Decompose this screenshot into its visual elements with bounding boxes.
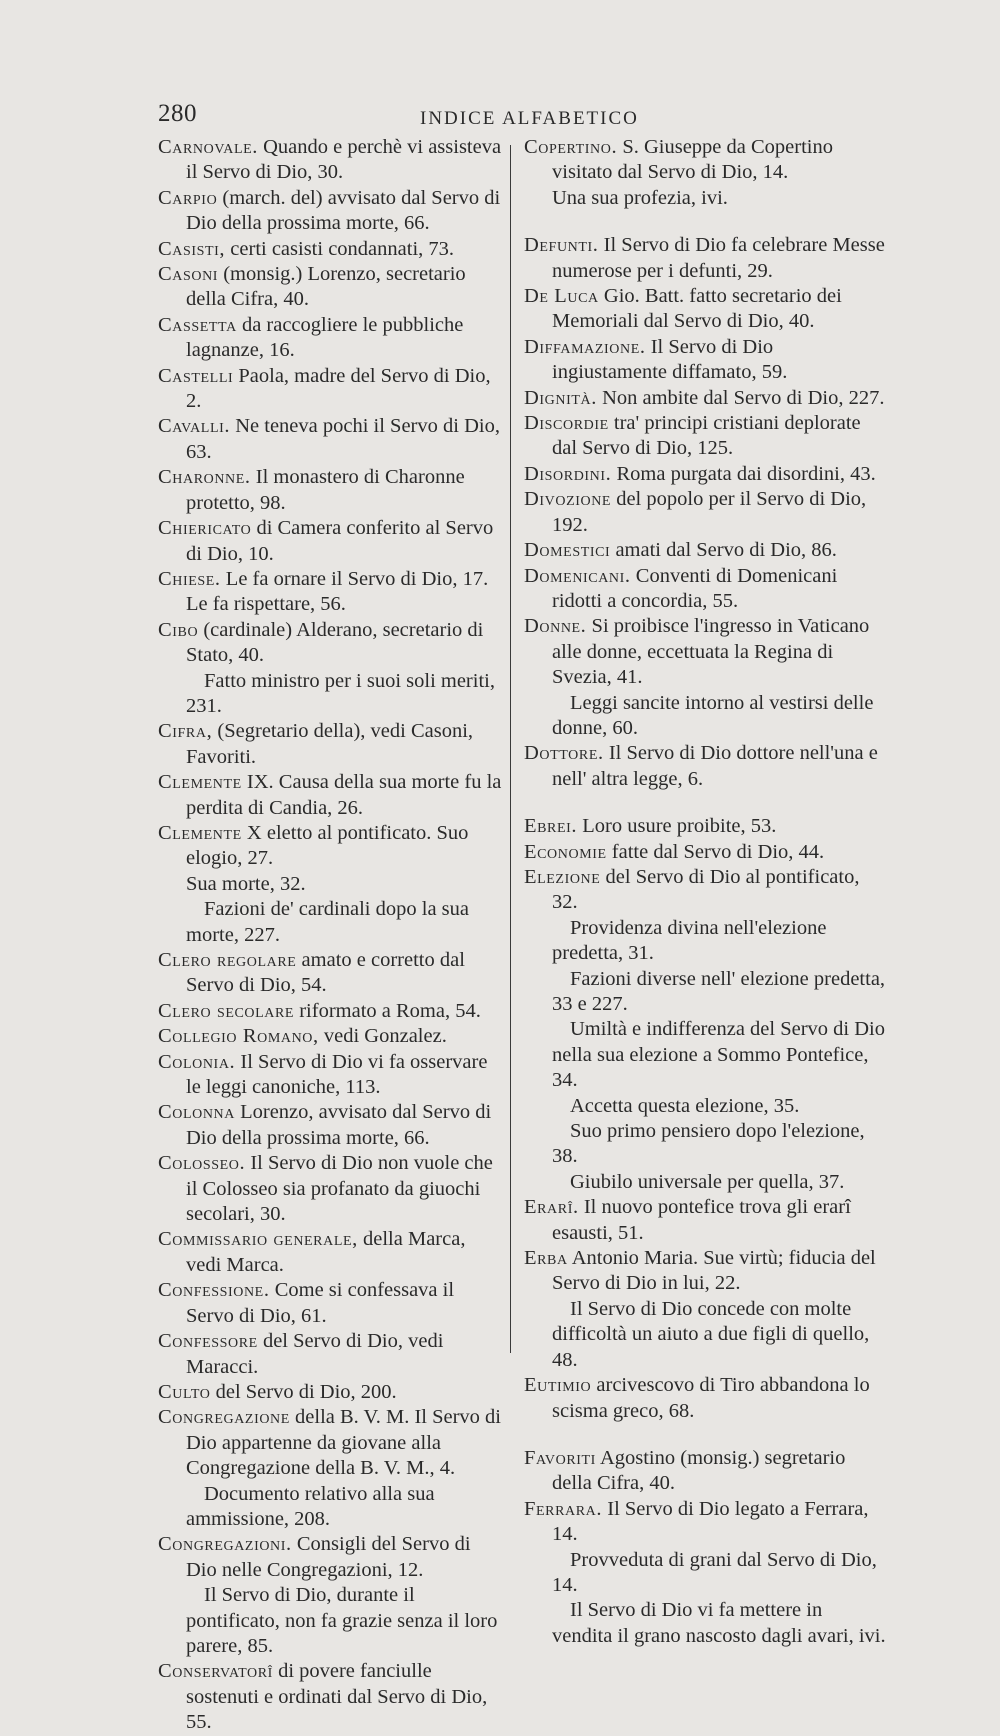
entry-headword: Disordini. xyxy=(524,462,612,485)
index-entry xyxy=(158,948,503,999)
entry-text: tra' principi cristiani deplorate dal Servo di Dio, 125. xyxy=(552,412,861,460)
index-entry xyxy=(158,1227,503,1278)
entry-text: (cardinale) Alderano, secretario di Stato, 40. xyxy=(186,618,484,667)
entry-headword: Erba xyxy=(524,1247,568,1270)
index-subentry xyxy=(524,1119,886,1170)
index-entry xyxy=(158,1024,503,1049)
entry-headword: Copertino. xyxy=(524,136,618,158)
index-entry xyxy=(524,1195,886,1246)
entry-text: del popolo per il Servo di Dio, 192. xyxy=(552,488,867,536)
entry-headword: De Luca xyxy=(524,285,599,308)
entry-text: Ne teneva pochi il Servo di Dio, 63. xyxy=(186,415,500,463)
entry-text: Si proibisce l'ingresso in Vaticano alle donne, eccettuata la Regina di Svezia, 41. xyxy=(552,615,870,689)
index-entry xyxy=(158,1405,503,1481)
entry-headword: Ferrara. xyxy=(524,1497,603,1520)
entry-text: Il Servo di Dio dottore nell'una e nell' altra legge, 6. xyxy=(552,742,878,790)
entry-text: riformato a Roma, 54. xyxy=(299,999,481,1022)
entry-headword: Conservatorî xyxy=(158,1660,273,1683)
entry-headword: Cibo xyxy=(158,618,199,641)
entry-headword: Dignità. xyxy=(524,386,597,409)
entry-headword: Colonna xyxy=(158,1101,235,1124)
entry-headword: Charonne. xyxy=(158,466,251,489)
entry-text: del Servo di Dio, 200. xyxy=(215,1380,397,1403)
index-entry xyxy=(158,821,503,872)
index-entry xyxy=(158,313,503,364)
index-subentry xyxy=(524,967,886,1018)
entry-text: amato e corretto dal Servo di Dio, 54. xyxy=(186,949,465,997)
entry-headword: Domestici xyxy=(524,539,611,562)
entry-headword: Confessione. xyxy=(158,1279,270,1302)
index-entry xyxy=(158,1659,503,1735)
page-number: 280 xyxy=(158,100,197,127)
entry-text: certi casisti condannati, 73. xyxy=(230,237,455,260)
index-entry xyxy=(158,1329,503,1380)
entry-text: X eletto al pontificato. Suo elogio, 27. xyxy=(186,821,469,870)
entry-headword: Domenicani. xyxy=(524,564,631,587)
index-entry xyxy=(158,1380,503,1405)
entry-text: Roma purgata dai disordini, 43. xyxy=(616,462,876,485)
entry-text: Il Servo di Dio ingiustamente diffamato, 59. xyxy=(552,335,788,384)
entry-text: (march. del) avvisato dal Servo di Dio della prossima morte, 66. xyxy=(186,186,501,235)
entry-headword: Ebrei. xyxy=(524,815,578,838)
entry-text: Accetta questa elezione, 35. xyxy=(570,1094,800,1117)
entry-headword: Confessore xyxy=(158,1330,258,1353)
index-entry xyxy=(524,1373,886,1424)
index-column-left xyxy=(158,135,503,1736)
entry-text: Il Servo di Dio fa celebrare Messe numerose per i defunti, 29. xyxy=(552,234,885,282)
entry-headword: Cifra, xyxy=(158,720,213,743)
entry-headword: Defunti. xyxy=(524,234,599,257)
index-entry xyxy=(158,465,503,516)
index-entry xyxy=(158,1532,503,1583)
index-entry xyxy=(524,814,886,839)
index-subentry xyxy=(524,916,886,967)
entry-headword: Colonia. xyxy=(158,1050,236,1073)
index-entry xyxy=(158,618,503,669)
entry-text: Gio. Batt. fatto secretario dei Memoriali dal Servo di Dio, 40. xyxy=(552,285,842,333)
entry-text: Il nuovo pontefice trova gli erarî esausti, 51. xyxy=(552,1196,851,1244)
index-entry xyxy=(524,614,886,690)
entry-text: Umiltà e indifferenza del Servo di Dio nella sua elezione a Sommo Pontefice, 34. xyxy=(552,1018,885,1092)
entry-headword: Clemente xyxy=(158,821,242,844)
entry-text: Suo primo pensiero dopo l'elezione, 38. xyxy=(552,1120,865,1168)
entry-text: Fatto ministro per i suoi soli meriti, 231. xyxy=(186,669,495,717)
entry-text: Documento relativo alla sua ammissione, 208. xyxy=(186,1482,435,1530)
entry-text: del Servo di Dio, vedi Maracci. xyxy=(186,1330,444,1378)
entry-headword: Eutimio xyxy=(524,1374,592,1397)
entry-text: Giubilo universale per quella, 37. xyxy=(570,1170,845,1193)
index-entry xyxy=(524,462,886,487)
entry-headword: Clero secolare xyxy=(158,999,295,1022)
index-column-right xyxy=(524,135,886,1649)
entry-headword: Dottore. xyxy=(524,742,604,765)
index-entry xyxy=(158,237,503,262)
index-entry xyxy=(524,741,886,792)
entry-headword: Carnovale. xyxy=(158,136,258,158)
index-subentry xyxy=(158,897,503,948)
entry-text: (Segretario della), vedi Casoni, Favoriti. xyxy=(186,720,474,768)
entry-text: Paola, madre del Servo di Dio, 2. xyxy=(186,364,491,413)
index-subentry xyxy=(524,1297,886,1373)
index-subentry xyxy=(158,1583,503,1659)
index-entry xyxy=(158,1278,503,1329)
entry-headword: Economie xyxy=(524,840,607,863)
entry-text: Provveduta di grani dal Servo di Dio, 14. xyxy=(552,1548,877,1596)
entry-text: da raccogliere le pubbliche lagnanze, 16. xyxy=(186,313,464,362)
entry-text: Fazioni de' cardinali dopo la sua morte, 227. xyxy=(186,898,469,946)
entry-text: Sua morte, 32. xyxy=(186,872,306,895)
entry-text: Antonio Maria. Sue virtù; fiducia del Servo di Dio in lui, 22. xyxy=(552,1247,876,1295)
index-entry xyxy=(524,335,886,386)
entry-text: Il Servo di Dio, durante il pontificato, non fa grazie senza il loro parere, 85. xyxy=(186,1584,498,1657)
index-entry xyxy=(158,567,503,592)
entry-text: Una sua profezia, ivi. xyxy=(552,186,728,209)
index-subentry xyxy=(158,872,503,897)
entry-headword: Diffamazione. xyxy=(524,335,646,358)
entry-text: Leggi sancite intorno al vestirsi delle donne, 60. xyxy=(552,691,874,739)
index-entry xyxy=(158,1151,503,1227)
entry-headword: Culto xyxy=(158,1380,211,1403)
entry-text: Lorenzo, avvisato dal Servo di Dio della prossima morte, 66. xyxy=(186,1101,492,1149)
entry-headword: Elezione xyxy=(524,865,601,888)
index-entry xyxy=(158,516,503,567)
entry-text: di povere fanciulle sostenuti e ordinati dal Servo di Dio, 55. xyxy=(186,1660,488,1734)
index-entry xyxy=(158,414,503,465)
entry-text: IX. Causa della sua morte fu la perdita di Candia, 26. xyxy=(186,771,502,819)
index-entry xyxy=(524,538,886,563)
entry-text: Il Servo di Dio non vuole che il Colosseo sia profanato da giuochi secolari, 30. xyxy=(186,1152,493,1226)
entry-text: Come si confessava il Servo di Dio, 61. xyxy=(186,1279,455,1327)
entry-text: Il Servo di Dio vi fa mettere in vendita il grano nascosto dagli avari, ivi. xyxy=(552,1599,886,1647)
index-subentry xyxy=(158,669,503,720)
index-entry xyxy=(158,186,503,237)
entry-headword: Chiericato xyxy=(158,517,252,540)
entry-headword: Erarî. xyxy=(524,1196,579,1219)
index-entry xyxy=(158,364,503,415)
entry-text: Consigli del Servo di Dio nelle Congregazioni, 12. xyxy=(186,1533,471,1581)
index-entry xyxy=(524,1446,886,1497)
index-entry xyxy=(524,233,886,284)
entry-headword: Discordie xyxy=(524,412,609,435)
entry-text: Il Servo di Dio concede con molte difficoltà un aiuto a due figli di quello, 48. xyxy=(552,1297,870,1371)
index-entry xyxy=(524,865,886,916)
index-entry xyxy=(158,770,503,821)
entry-headword: Clero regolare xyxy=(158,949,297,971)
column-divider xyxy=(510,145,511,1353)
entry-text: Non ambite dal Servo di Dio, 227. xyxy=(602,386,885,409)
entry-text: Il monastero di Charonne protetto, 98. xyxy=(186,466,465,514)
section-gap xyxy=(524,1424,886,1446)
entry-headword: Castelli xyxy=(158,364,234,387)
index-subentry xyxy=(524,1017,886,1093)
entry-text: Loro usure proibite, 53. xyxy=(582,815,777,838)
entry-headword: Cassetta xyxy=(158,313,237,336)
entry-text: Fazioni diverse nell' elezione predetta, 33 e 227. xyxy=(552,967,886,1015)
index-subentry xyxy=(524,1548,886,1599)
section-gap xyxy=(524,792,886,814)
index-subentry xyxy=(524,186,886,211)
entry-text: del Servo di Dio al pontificato, 32. xyxy=(552,865,860,914)
index-entry xyxy=(524,487,886,538)
index-entry xyxy=(158,1100,503,1151)
entry-text: Le fa ornare il Servo di Dio, 17. xyxy=(225,567,489,590)
index-entry xyxy=(524,135,886,186)
index-entry xyxy=(158,135,503,186)
entry-headword: Congregazioni. xyxy=(158,1533,292,1556)
entry-text: Providenza divina nell'elezione predetta, 31. xyxy=(552,916,827,965)
entry-text: fatte dal Servo di Dio, 44. xyxy=(611,840,825,863)
index-entry xyxy=(524,284,886,335)
entry-headword: Congregazione xyxy=(158,1406,290,1429)
entry-headword: Clemente xyxy=(158,771,242,794)
entry-headword: Colosseo. xyxy=(158,1152,246,1175)
index-entry xyxy=(158,999,503,1024)
entry-text: Quando e perchè vi assisteva il Servo di Dio, 30. xyxy=(186,136,502,184)
entry-headword: Favoriti xyxy=(524,1446,596,1469)
entry-text: S. Giuseppe da Copertino visitato dal Servo di Dio, 14. xyxy=(552,136,833,184)
entry-text: arcivescovo di Tiro abbandona lo scisma greco, 68. xyxy=(552,1374,870,1422)
entry-headword: Donne. xyxy=(524,615,587,638)
entry-text: Il Servo di Dio vi fa osservare le leggi canoniche, 113. xyxy=(186,1050,488,1099)
entry-headword: Casoni xyxy=(158,263,219,286)
index-subentry xyxy=(158,592,503,617)
entry-text: Agostino (monsig.) segretario della Cifra, 40. xyxy=(552,1446,846,1495)
index-subentry xyxy=(158,1482,503,1533)
index-subentry xyxy=(524,1094,886,1119)
entry-text: amati dal Servo di Dio, 86. xyxy=(615,539,837,562)
entry-text: Il Servo di Dio legato a Ferrara, 14. xyxy=(552,1497,869,1546)
section-gap xyxy=(524,211,886,233)
entry-headword: Casisti, xyxy=(158,237,226,260)
entry-headword: Chiese. xyxy=(158,567,221,590)
index-entry xyxy=(158,262,503,313)
entry-text: Conventi di Domenicani ridotti a concordia, 55. xyxy=(552,564,838,612)
index-subentry xyxy=(524,1598,886,1649)
entry-headword: Collegio Romano, xyxy=(158,1025,319,1048)
entry-text: vedi Gonzalez. xyxy=(323,1025,447,1048)
running-title: INDICE ALFABETICO xyxy=(420,108,639,129)
entry-headword: Commissario generale, xyxy=(158,1228,358,1251)
entry-text: della Marca, vedi Marca. xyxy=(186,1228,466,1276)
entry-text: Le fa rispettare, 56. xyxy=(186,593,346,616)
index-entry xyxy=(524,386,886,411)
index-subentry xyxy=(524,1170,886,1195)
index-entry xyxy=(158,719,503,770)
entry-text: di Camera conferito al Servo di Dio, 10. xyxy=(186,517,494,565)
entry-text: della B. V. M. Il Servo di Dio appartenne da giovane alla Congregazione della B. V. M., 4. xyxy=(186,1406,501,1480)
entry-headword: Carpio xyxy=(158,186,218,209)
index-entry xyxy=(524,564,886,615)
index-entry xyxy=(158,1050,503,1101)
index-entry xyxy=(524,1246,886,1297)
index-entry xyxy=(524,411,886,462)
entry-headword: Divozione xyxy=(524,488,612,511)
entry-text: (monsig.) Lorenzo, secretario della Cifra, 40. xyxy=(186,263,466,311)
entry-headword: Cavalli. xyxy=(158,415,231,438)
index-subentry xyxy=(524,691,886,742)
index-entry xyxy=(524,840,886,865)
index-entry xyxy=(524,1497,886,1548)
